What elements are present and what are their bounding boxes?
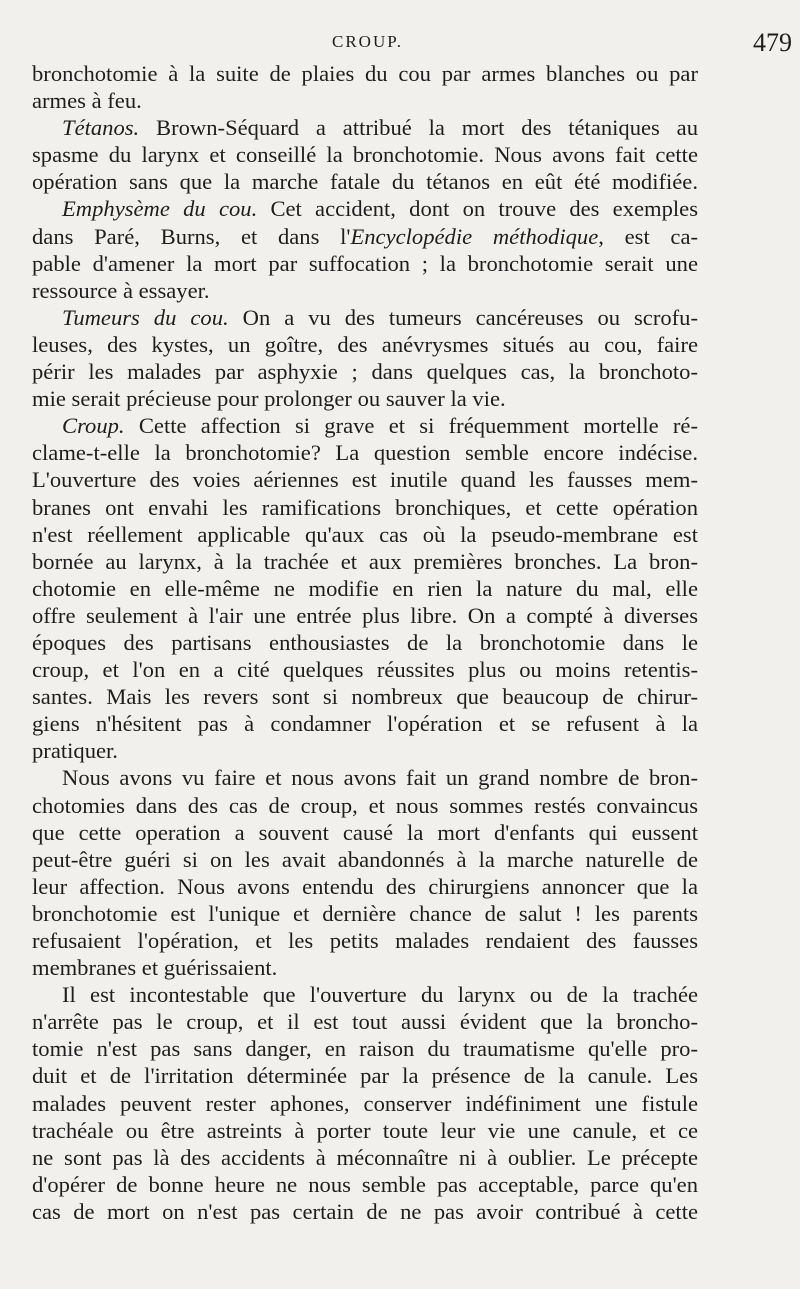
text-line: [32, 629, 698, 656]
text-line: [32, 548, 698, 575]
italic-term: Encyclopédie méthodique: [350, 223, 599, 249]
text-line: [32, 1062, 698, 1089]
text-fragment: On a vu des tumeurs cancéreuses ou scrofu-: [228, 304, 698, 330]
text-line: [32, 1171, 698, 1198]
text-fragment: bronchotomie à la suite de plaies du cou par armes blanches ou par: [32, 61, 698, 86]
text-line: [32, 575, 698, 602]
text-line: [32, 141, 698, 168]
text-fragment: peut-être guéri si on les avait abandonnés à la marche naturelle de: [32, 846, 698, 872]
page-header: [32, 28, 792, 58]
text-fragment: pable d'amener la mort par suffocation ; la bronchotomie serait une: [32, 250, 698, 276]
text-fragment: offre seulement à l'air une entrée plus libre. On a compté à diverses: [32, 602, 698, 628]
body-text: [32, 60, 698, 1225]
text-fragment: Cet accident, dont on trouve des exemples: [257, 196, 698, 222]
text-line: [32, 954, 698, 981]
text-fragment: que cette operation a souvent causé la mort d'enfants qui eussent: [32, 819, 698, 845]
text-fragment: santes. Mais les revers sont si nombreux que beaucoup de chirur-: [32, 684, 698, 710]
text-line: [32, 223, 698, 250]
text-line: [32, 439, 698, 466]
text-line: [32, 1144, 698, 1171]
text-fragment: branes ont envahi les ramifications bronchiques, et cette opération: [32, 494, 698, 520]
text-fragment: Cette affection si grave et si fréquemment mortelle ré-: [124, 413, 698, 439]
text-line: [32, 1090, 698, 1117]
text-fragment: malades peuvent rester aphones, conserver indéfiniment une fistule: [32, 1090, 698, 1116]
text-line: [32, 602, 698, 629]
text-line: [32, 466, 698, 493]
text-line: [32, 494, 698, 521]
text-fragment: dans Paré, Burns, et dans l': [32, 223, 351, 249]
text-line: [32, 873, 698, 900]
text-fragment: périr les malades par asphyxie ; dans quelques cas, la bronchoto-: [32, 359, 698, 385]
text-line: [32, 981, 698, 1008]
text-line: [32, 846, 698, 873]
text-fragment: armes à feu.: [32, 88, 142, 114]
text-fragment: bronchotomie est l'unique et dernière chance de salut ! les parents: [32, 900, 698, 926]
text-line: [32, 764, 698, 791]
text-line: [32, 900, 698, 927]
text-fragment: leur affection. Nous avons entendu des chirurgiens annoncer que la: [32, 873, 698, 899]
text-line: [32, 1117, 698, 1144]
text-fragment: clame-t-elle la bronchotomie? La question semble encore indécise.: [32, 440, 698, 466]
text-fragment: leuses, des kystes, un goître, des anévrysmes situés au cou, faire: [32, 331, 698, 357]
text-fragment: cas de mort on n'est pas certain de ne pas avoir contribué à cette: [32, 1198, 698, 1224]
text-line: [32, 792, 698, 819]
text-fragment: n'est réellement applicable qu'aux cas où la pseudo-membrane est: [32, 521, 698, 547]
text-line: [32, 927, 698, 954]
text-line: [32, 60, 698, 87]
text-fragment: Il est incontestable que l'ouverture du larynx ou de la trachée: [62, 982, 698, 1008]
text-fragment: chotomie en elle-même ne modifie en rien la nature du mal, elle: [32, 575, 698, 601]
text-fragment: L'ouverture des voies aériennes est inutile quand les fausses mem-: [32, 467, 698, 493]
text-line: [32, 683, 698, 710]
text-fragment: chotomies dans des cas de croup, et nous sommes restés convaincus: [32, 792, 698, 818]
text-line: [32, 87, 698, 114]
text-line: [32, 385, 698, 412]
text-fragment: époques des partisans enthousiastes de la bronchotomie dans le: [32, 629, 698, 655]
page-number: 479: [753, 28, 792, 57]
text-fragment: mie serait précieuse pour prolonger ou sauver la vie.: [32, 386, 506, 412]
text-line: [32, 412, 698, 439]
italic-term: Emphysème du cou.: [62, 196, 258, 222]
text-fragment: croup, et l'on en a cité quelques réussites plus ou moins retentis-: [32, 657, 698, 683]
text-line: [32, 1008, 698, 1035]
text-fragment: ressource à essayer.: [32, 277, 210, 303]
text-fragment: duit et de l'irritation déterminée par la présence de la canule. Les: [32, 1063, 698, 1089]
text-line: [32, 358, 698, 385]
text-fragment: ne sont pas là des accidents à méconnaître ni à oublier. Le précepte: [32, 1144, 698, 1170]
text-line: [32, 277, 698, 304]
text-line: [32, 195, 698, 222]
text-fragment: refusaient l'opération, et les petits malades rendaient des fausses: [32, 928, 698, 953]
text-fragment: pratiquer.: [32, 738, 118, 764]
text-fragment: membranes et guérissaient.: [32, 955, 278, 981]
text-fragment: Brown-Séquard a attribué la mort des tétaniques au: [139, 115, 698, 141]
text-line: [32, 710, 698, 737]
text-fragment: Nous avons vu faire et nous avons fait un grand nombre de bron-: [62, 765, 698, 791]
text-line: [32, 250, 698, 277]
text-fragment: n'arrête pas le croup, et il est tout aussi évident que la broncho-: [32, 1009, 698, 1035]
text-line: [32, 737, 698, 764]
text-fragment: bornée au larynx, à la trachée et aux premières bronches. La bron-: [32, 548, 698, 574]
running-head: CROUP.: [332, 32, 404, 51]
text-fragment: , est ca-: [598, 223, 699, 249]
text-line: [32, 114, 698, 141]
text-line: [32, 656, 698, 683]
text-line: [32, 1035, 698, 1062]
text-line: [32, 331, 698, 358]
text-line: [32, 521, 698, 548]
italic-term: Croup.: [62, 413, 125, 439]
text-fragment: trachéale ou être astreints à porter toute leur vie une canule, et ce: [32, 1117, 698, 1143]
text-fragment: d'opérer de bonne heure ne nous semble pas acceptable, parce qu'en: [32, 1171, 698, 1197]
italic-term: Tumeurs du cou.: [62, 304, 229, 330]
text-fragment: tomie n'est pas sans danger, en raison du traumatisme qu'elle pro-: [32, 1036, 698, 1062]
text-fragment: spasme du larynx et conseillé la bronchotomie. Nous avons fait cette: [32, 142, 698, 168]
text-line: [32, 1198, 698, 1225]
text-fragment: giens n'hésitent pas à condamner l'opération et se refusent à la: [32, 711, 698, 737]
italic-term: Tétanos.: [62, 115, 140, 141]
text-line: [32, 819, 698, 846]
text-line: [32, 168, 698, 195]
text-line: [32, 304, 698, 331]
text-fragment: opération sans que la marche fatale du tétanos en eût été modifiée.: [32, 169, 698, 195]
